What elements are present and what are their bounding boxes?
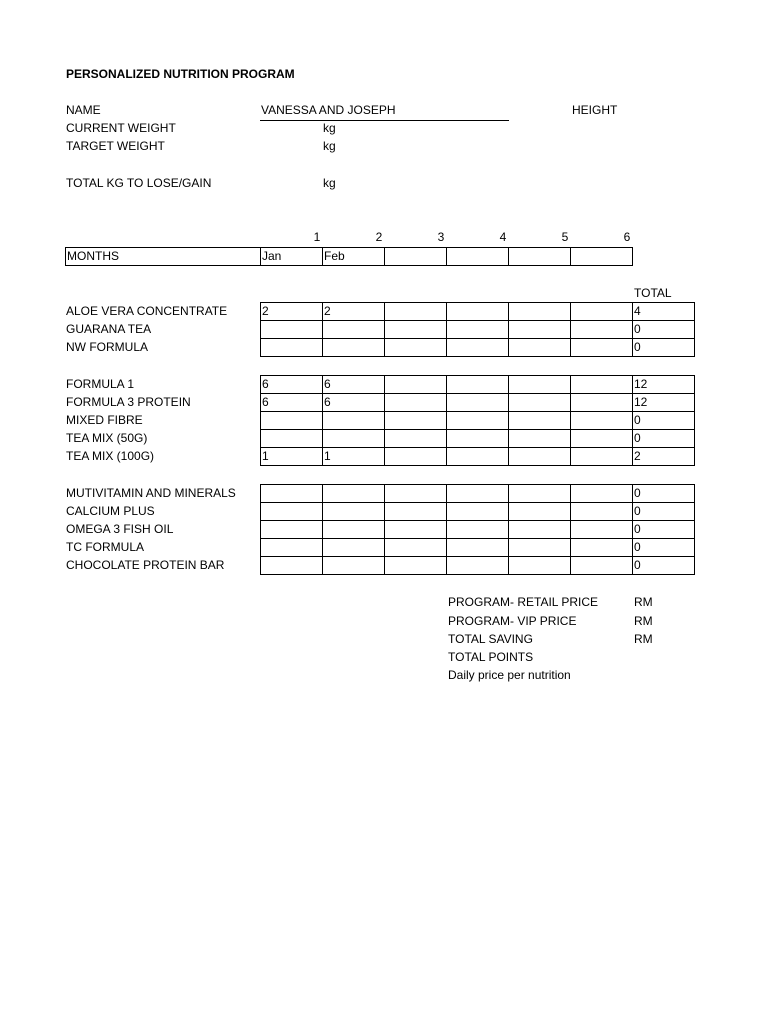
quantity-cell[interactable] [446, 520, 509, 539]
daily-price-label: Daily price per nutrition [448, 668, 571, 682]
quantity-cell[interactable] [570, 429, 633, 448]
quantity-cell[interactable] [260, 484, 323, 503]
months-label-cell: MONTHS [65, 247, 261, 266]
vip-price-label: PROGRAM- VIP PRICE [448, 614, 577, 628]
product-label: NW FORMULA [66, 340, 148, 354]
page-title: PERSONALIZED NUTRITION PROGRAM [66, 67, 295, 81]
total-cell: 4 [632, 302, 695, 321]
quantity-cell[interactable] [508, 429, 571, 448]
total-cell: 0 [632, 338, 695, 357]
total-saving-label: TOTAL SAVING [448, 632, 533, 646]
quantity-cell[interactable] [446, 393, 509, 412]
quantity-cell[interactable] [322, 429, 385, 448]
month-number: 2 [375, 230, 383, 244]
quantity-cell[interactable] [260, 338, 323, 357]
quantity-cell[interactable] [508, 556, 571, 575]
total-cell: 0 [632, 502, 695, 521]
height-label: HEIGHT [572, 103, 618, 117]
product-label: TC FORMULA [66, 540, 144, 554]
total-cell: 12 [632, 375, 695, 394]
month-number: 6 [623, 230, 631, 244]
quantity-cell[interactable] [260, 429, 323, 448]
quantity-cell[interactable] [570, 411, 633, 430]
quantity-cell[interactable] [384, 320, 447, 339]
product-label: ALOE VERA CONCENTRATE [66, 304, 228, 318]
quantity-cell[interactable] [570, 320, 633, 339]
total-cell: 0 [632, 411, 695, 430]
quantity-cell[interactable] [384, 375, 447, 394]
quantity-cell[interactable] [508, 520, 571, 539]
quantity-cell[interactable] [446, 375, 509, 394]
quantity-cell[interactable] [570, 302, 633, 321]
month-cell[interactable] [446, 247, 509, 266]
quantity-cell[interactable]: 1 [322, 447, 385, 466]
name-value[interactable]: VANESSA AND JOSEPH [261, 103, 396, 117]
product-label: FORMULA 1 [66, 377, 135, 391]
quantity-cell[interactable] [322, 411, 385, 430]
quantity-cell[interactable]: 2 [260, 302, 323, 321]
quantity-cell[interactable] [322, 520, 385, 539]
quantity-cell[interactable] [384, 429, 447, 448]
product-label: MIXED FIBRE [66, 413, 143, 427]
quantity-cell[interactable] [508, 302, 571, 321]
target-weight-label: TARGET WEIGHT [66, 139, 165, 153]
quantity-cell[interactable] [384, 393, 447, 412]
month-cell[interactable] [384, 247, 447, 266]
quantity-cell[interactable] [508, 411, 571, 430]
product-label: GUARANA TEA [66, 322, 152, 336]
quantity-cell[interactable] [446, 484, 509, 503]
current-weight-label: CURRENT WEIGHT [66, 121, 176, 135]
quantity-cell[interactable] [446, 411, 509, 430]
month-number: 5 [561, 230, 569, 244]
product-label: MUTIVITAMIN AND MINERALS [66, 486, 236, 500]
total-points-label: TOTAL POINTS [448, 650, 534, 664]
month-cell[interactable] [508, 247, 571, 266]
quantity-cell[interactable] [446, 338, 509, 357]
quantity-cell[interactable] [570, 393, 633, 412]
name-label: NAME [66, 103, 101, 117]
month-number: 3 [437, 230, 445, 244]
month-cell[interactable] [570, 247, 633, 266]
total-cell: 0 [632, 556, 695, 575]
quantity-cell[interactable]: 2 [322, 302, 385, 321]
quantity-cell[interactable] [508, 393, 571, 412]
total-cell: 0 [632, 429, 695, 448]
quantity-cell[interactable] [570, 502, 633, 521]
product-label: FORMULA 3 PROTEIN [66, 395, 191, 409]
quantity-cell[interactable] [446, 429, 509, 448]
quantity-cell[interactable]: 1 [260, 447, 323, 466]
quantity-cell[interactable] [322, 502, 385, 521]
product-label: CHOCOLATE PROTEIN BAR [66, 558, 225, 572]
quantity-cell[interactable] [322, 320, 385, 339]
quantity-cell[interactable] [384, 447, 447, 466]
quantity-cell[interactable] [384, 411, 447, 430]
quantity-cell[interactable] [508, 447, 571, 466]
quantity-cell[interactable] [384, 556, 447, 575]
total-cell: 2 [632, 447, 695, 466]
product-label: TEA MIX (50G) [66, 431, 148, 445]
quantity-cell[interactable] [260, 320, 323, 339]
product-label: TEA MIX (100G) [66, 449, 155, 463]
quantity-cell[interactable] [260, 502, 323, 521]
quantity-cell[interactable] [446, 556, 509, 575]
quantity-cell[interactable] [570, 484, 633, 503]
quantity-cell[interactable] [508, 320, 571, 339]
month-cell-jan[interactable]: Jan [260, 247, 323, 266]
quantity-cell[interactable] [446, 302, 509, 321]
total-cell: 0 [632, 538, 695, 557]
total-saving-unit: RM [634, 632, 653, 646]
total-kg-label: TOTAL KG TO LOSE/GAIN [66, 176, 212, 190]
target-weight-unit: kg [323, 139, 336, 153]
quantity-cell[interactable] [384, 520, 447, 539]
retail-price-label: PROGRAM- RETAIL PRICE [448, 595, 599, 609]
vip-price-unit: RM [634, 614, 653, 628]
quantity-cell[interactable] [322, 538, 385, 557]
total-cell: 12 [632, 393, 695, 412]
quantity-cell[interactable] [570, 447, 633, 466]
quantity-cell[interactable] [570, 520, 633, 539]
total-header: TOTAL [634, 286, 672, 300]
quantity-cell[interactable]: 6 [322, 393, 385, 412]
quantity-cell[interactable] [446, 320, 509, 339]
quantity-cell[interactable] [508, 502, 571, 521]
month-number: 4 [499, 230, 507, 244]
quantity-cell[interactable]: 6 [260, 375, 323, 394]
quantity-cell[interactable] [384, 502, 447, 521]
product-label: CALCIUM PLUS [66, 504, 155, 518]
quantity-cell[interactable] [260, 411, 323, 430]
quantity-cell[interactable]: 6 [322, 375, 385, 394]
quantity-cell[interactable] [384, 538, 447, 557]
quantity-cell[interactable] [384, 484, 447, 503]
quantity-cell[interactable] [260, 556, 323, 575]
current-weight-unit: kg [323, 121, 336, 135]
quantity-cell[interactable] [446, 502, 509, 521]
quantity-cell[interactable] [508, 375, 571, 394]
quantity-cell[interactable] [570, 375, 633, 394]
total-kg-unit: kg [323, 176, 336, 190]
quantity-cell[interactable] [446, 538, 509, 557]
quantity-cell[interactable] [260, 538, 323, 557]
quantity-cell[interactable] [570, 538, 633, 557]
total-cell: 0 [632, 520, 695, 539]
quantity-cell[interactable]: 6 [260, 393, 323, 412]
total-cell: 0 [632, 484, 695, 503]
month-cell-feb[interactable]: Feb [322, 247, 385, 266]
quantity-cell[interactable] [508, 538, 571, 557]
product-label: OMEGA 3 FISH OIL [66, 522, 174, 536]
retail-price-unit: RM [634, 595, 653, 609]
name-underline [260, 120, 509, 121]
quantity-cell[interactable] [570, 556, 633, 575]
quantity-cell[interactable] [384, 302, 447, 321]
quantity-cell[interactable] [508, 338, 571, 357]
quantity-cell[interactable] [260, 520, 323, 539]
quantity-cell[interactable] [322, 556, 385, 575]
month-number: 1 [313, 230, 321, 244]
quantity-cell[interactable] [508, 484, 571, 503]
quantity-cell[interactable] [570, 338, 633, 357]
quantity-cell[interactable] [322, 484, 385, 503]
total-cell: 0 [632, 320, 695, 339]
quantity-cell[interactable] [322, 338, 385, 357]
quantity-cell[interactable] [384, 338, 447, 357]
quantity-cell[interactable] [446, 447, 509, 466]
